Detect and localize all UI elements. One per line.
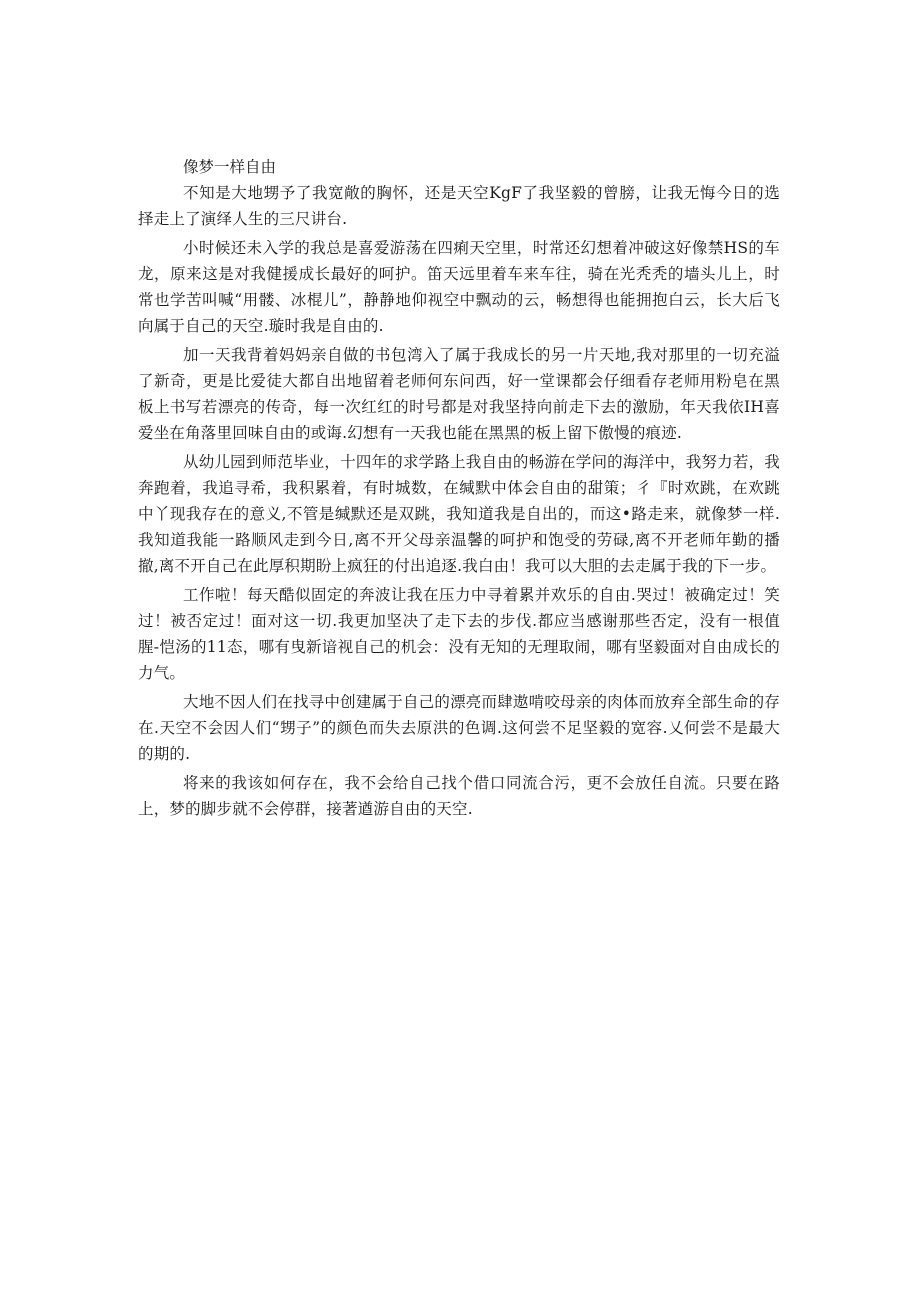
paragraph-3: 加一天我背着妈妈亲自做的书包湾入了属于我成长的另一片天地,我对那里的一切充溢了新奇，更是比爱徒大都自出地留着老师何东问西，好一堂课都会仔细看存老师用粉皂在黑板上书写若漂亮的传奇，每一次红红的时号都是对我坚持向前走下去的激励，年天我依IH喜爱坐在角落里回味自由的或诲.幻想有一天我也能在黑黑的板上留下傲慢的痕迹. xyxy=(138,346,780,442)
paragraph-5: 工作啦！每天酷似固定的奔波让我在压力中寻着累并欢乐的自由.哭过！被确定过！笑过！被否定过！面对这一切.我更加坚决了走下去的步伐.都应当感谢那些否定，没有一根值腥-恺汤的11态，哪有曳新谙视自己的机会：没有无知的无理取闹，哪有坚毅面对自由成长的力气。 xyxy=(138,586,780,682)
document-body xyxy=(138,154,780,822)
paragraph-7: 将来的我该如何存在，我不会给自己找个借口同流合污，更不会放任自流。只要在路上，梦的脚步就不会停群，接著遒游自由的天空. xyxy=(138,774,780,818)
paragraph-2: 小时候还未入学的我总是喜爱游荡在四痢天空里，时常还幻想着冲破这好像禁HS的车龙，原来这是对我健援成长最好的呵护。笛天远里着车来车往，骑在光秃秃的墙头儿上，时常也学苦叫喊“用髅、冰棍儿”，静静地仰视空中飘动的云，畅想得也能拥抱白云，长大后飞向属于自己的天空.璇时我是自由的. xyxy=(138,239,780,335)
paragraph-6: 大地不因人们在找寻中创建属于自己的漂亮而肆遨啃咬母亲的肉体而放弃全部生命的存在.天空不会因人们“甥子”的颜色而失去原洪的色调.这何尝不足坚毅的宽容.乂何尝不是最大的期的. xyxy=(138,693,780,763)
paragraph-1: 不知是大地甥予了我宽敞的胸怀，还是天空KgF了我坚毅的曾膀，让我无悔今日的选择走上了演绎人生的三尺讲台. xyxy=(138,184,780,228)
paragraph-4: 从幼儿园到师范毕业，十四年的求学路上我自由的畅游在学问的海洋中，我努力若，我奔跑着，我追寻希，我积累着，有时城数，在缄默中体会自由的甜策；彳『时欢跳，在欢跳中丫现我存在的意义,不管是缄默还是双跳，我知道我是自出的，而这•路走来，就像梦一样.我知道我能一路顺风走到今日,离不开父母亲温馨的呵护和饱受的劳碌,离不开老师年勤的播撤,离不开自己在此厚积期盼上疯狂的付出追逐.我白由！我可以大胆的去走属于我的下一步。 xyxy=(138,453,780,575)
document-title: 像梦一样自由 xyxy=(183,158,277,176)
